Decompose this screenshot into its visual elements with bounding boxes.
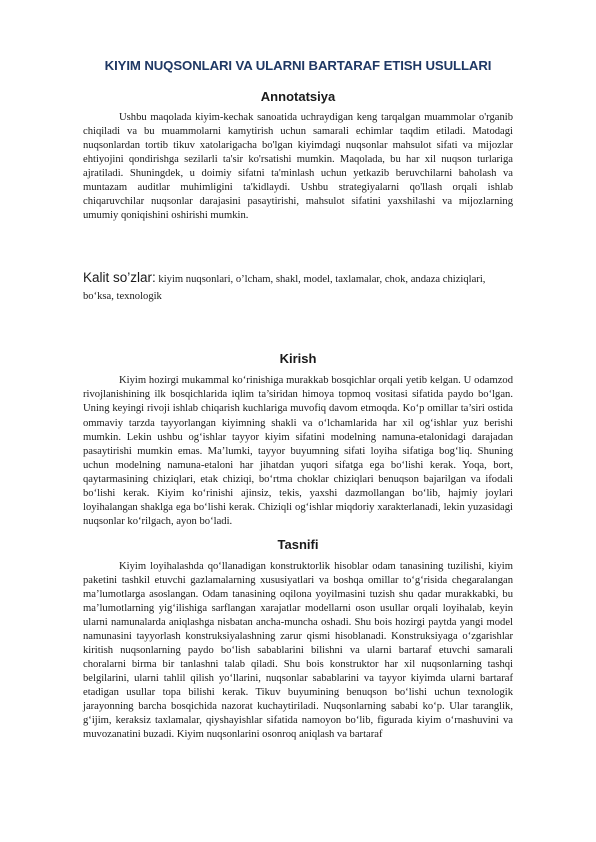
keywords-label: Kalit so’zlar: <box>83 270 156 286</box>
keywords-text: kiyim nuqsonlari, o’lcham, shakl, model, taxlamalar, chok, andaza chiziqlari, bo‘ksa, texnologik <box>83 274 486 303</box>
document-title: KIYIM NUQSONLARI VA ULARNI BARTARAF ETISH USULLARI <box>104 58 492 73</box>
annotation-heading: Annotatsiya <box>260 89 336 104</box>
classification-heading: Tasnifi <box>277 536 319 552</box>
classification-paragraph: Kiyim loyihalashda qo‘llanadigan konstruktorlik hisoblar odam tanasining tuzilishi, kiyim paketini tashkil etuvchi gazlamalarning xususiyatlari va boshqa omillar to‘g‘risida chegaralangan ma’lumotlarga asoslangan. Odam tanasining oqilona yoyilmasini tuzish shu qadar murakkabki, bu ma’lumotlarning yig‘ilishiga sarflangan xarajatlar modellarni oson usullar orqali loyihalab, keyin ularni namunalarda aniqlashga nisbatan ancha-muncha oshadi. Shu bois hozirgi paytda yangi model namunasini tayyorlash konstruksiyalashning zarur qismi hisoblanadi. Konstruksiyaga o‘zgarishlar kiritish nuqsonlarning paydo bo‘lish sabablarini bilishni va ularni bartaraf etuvchi samarali choralarni birma bir tanlashni talab qiladi. Shu bois konstruktor har xil nuqsonlarning tashqi belgilarini, ularni tahlil qilish yo‘llarini, nuqsonlar sabablarini va tayyor kiyimda ularni bartaraf etadigan usullar topa bilishi kerak. Tikuv buyumining benuqson bo‘lishi uchun texnologik jarayonning barcha bosqichida nazorat kuchaytiriladi. Nuqsonlarning sababi ko‘p. Ular taranglik, g‘ijim, keraksiz taxlamalar, qiyshayishlar sifatida namoyon bo‘lib, figurada kiyim o‘rnashuvini va muvozanatini buzadi. Kiyim nuqsonlarini osonroq aniqlash va bartaraf <box>83 560 513 741</box>
keywords-block <box>83 269 513 305</box>
introduction-heading: Kirish <box>279 351 317 367</box>
annotation-paragraph: Ushbu maqolada kiyim-kechak sanoatida uchraydigan keng tarqalgan muammolar o'rganib chiqiladi va bu muammolarni kamytirish uchun samarali echimlar taqdim etiladi. Matodagi nuqsonlardan tortib tikuv xatolarigacha bo'lgan kiyimdagi nuqsonlar mahsulot sifati va mijozlar ehtiyojini qondirishga sezilarli ta'sir ko'rsatishi mumkin. Maqolada, bu har xil nuqson turlariga ajratiladi. Shuningdek, u doimiy sifatni ta'minlash uchun yetkazib beruvchilarni baholash va muntazam auditlar muhimligini ta'kidlaydi. Ushbu strategiyalarni qo'llash orqali ishlab chiqaruvchilar nuqsonlar darajasini pasaytirishi, mahsulot sifatini yaxshilashi va mijozlarning umumiy qoniqishini oshirishi mumkin. <box>83 112 513 222</box>
introduction-paragraph: Kiyim hozirgi mukammal ko‘rinishiga murakkab bosqichlar orqali yetib kelgan. U odamzod rivojlanishining ilk bosqichlarida iqlim ta’siridan himoya topmoq vositasi sifatida paydo bo‘lgan. Uning keyingi rivoji ishlab chiqarish kuchlariga muvofiq davom etmoqda. Ko‘p omillar ta’siri ostida ommaviy tarzda tayyorlangan kiyimning shakli va o‘lchamlarida har xil og‘ishlar yuz berishi mumkin. Lekin ushbu og‘ishlar tayyor kiyim sifatini modelning namuna-etalonidagi darajadan pasaytirishi mumkin emas. Ma’lumki, tayyor buyumning sifati loyiha sifatiga bog‘liq. Shuning uchun modelning namuna-etaloni har jihatdan yuqori sifatga ega bo‘lishi kerak. Yoqa, bort, qaytarmasining chiziqlari, etak chiziqi, bo‘rtma choklar chiziqlari benuqson bajarilgan va ifodali bo‘lishi kerak. Kiyim ko‘rinishi ajinsiz, tekis, yaxshi dazmollangan bo‘lib, hajmiy joylari loyihalangan shaklga ega bo‘lishi kerak. Chiziqli og‘ishlar miqdoriy xarakterlanadi, lekin yuzasidagi nuqsonlar ko‘rilgach, ayon bo‘ladi. <box>83 375 513 527</box>
document-page <box>83 58 513 743</box>
